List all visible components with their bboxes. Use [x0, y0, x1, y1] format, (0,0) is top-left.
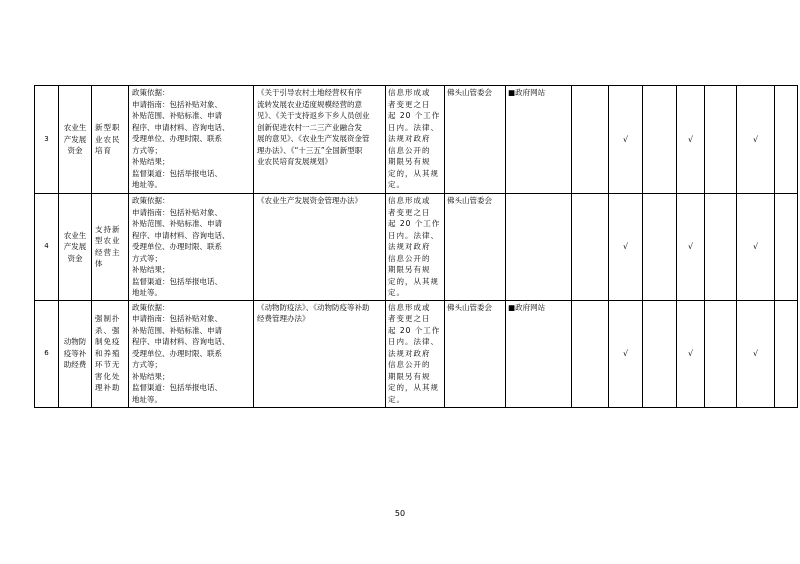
content-cell-line: 程序、申请材料、咨询电话、	[132, 122, 230, 132]
basis-cell	[254, 194, 386, 301]
check-cell: √	[609, 86, 643, 194]
check-cell	[643, 300, 677, 407]
content-cell-line: 地址等。	[132, 180, 162, 189]
check-cell: √	[677, 86, 705, 194]
basis-cell-line: 业农民培育发展规划》	[257, 157, 332, 166]
check-cell: √	[737, 300, 775, 407]
time-limit-cell	[386, 300, 445, 407]
content-cell-line: 政策依据：	[132, 88, 170, 97]
check-cell	[705, 194, 737, 301]
content-cell-line: 申请指南：包括补贴对象、	[132, 99, 222, 109]
check-cell	[705, 300, 737, 407]
policy-disclosure-table	[34, 85, 798, 408]
item-cell: 新型职业农民培育	[92, 86, 129, 194]
time-limit-cell-line: 信息形成或	[388, 302, 431, 312]
time-limit-cell-line: 者变更之日	[388, 314, 431, 323]
check-cell	[572, 300, 609, 407]
check-cell	[643, 194, 677, 301]
time-limit-cell-line: 起 20 个工作	[388, 219, 441, 228]
time-limit-cell-line: 起 20 个工作	[388, 111, 441, 120]
content-cell-line: 受理单位、办理时限、联系	[132, 134, 222, 143]
content-cell-line: 补贴范围、补贴标准、申请	[132, 325, 222, 335]
time-limit-cell-line: 法规对政府	[388, 348, 431, 358]
check-cell	[775, 194, 798, 301]
row-number: 6	[35, 300, 59, 407]
content-cell-line: 申请指南：包括补贴对象、	[132, 207, 222, 217]
check-cell	[572, 194, 609, 301]
time-limit-cell-line: 法规对政府	[388, 134, 431, 143]
basis-cell-line: 展的意见》、《农业生产发展资金管	[257, 134, 370, 143]
content-cell-line: 方式等；	[132, 145, 162, 155]
time-limit-cell-line: 起 20 个工作	[388, 325, 441, 335]
time-limit-cell	[386, 86, 445, 194]
basis-cell-line: 流转发展农业适度规模经营的意	[257, 99, 362, 109]
content-cell-line: 补贴结果；	[132, 265, 170, 274]
content-cell-line: 补贴范围、补贴标准、申请	[132, 111, 222, 120]
basis-cell-line: 《动物防疫法》、《动物防疫等补助	[257, 302, 370, 312]
basis-cell-line: 见》、《关于支持返乡下乡人员创业	[257, 111, 370, 120]
basis-cell-line: 《农业生产发展资金管理办法》	[257, 196, 362, 205]
time-limit-cell-line: 信息形成或	[388, 196, 431, 205]
row-number: 4	[35, 194, 59, 301]
content-cell-line: 补贴结果；	[132, 157, 170, 166]
content-cell	[129, 86, 254, 194]
content-cell-line: 监督渠道：包括举报电话、	[132, 168, 222, 178]
content-cell-line: 受理单位、办理时限、联系	[132, 348, 222, 358]
time-limit-cell-line: 定的，从其规	[388, 168, 439, 178]
time-limit-cell-line: 定的，从其规	[388, 276, 439, 286]
check-cell: √	[677, 194, 705, 301]
item-cell: 支持新型农业经营主体	[92, 194, 129, 301]
content-cell-line: 受理单位、办理时限、联系	[132, 242, 222, 251]
content-cell-line: 补贴结果；	[132, 371, 170, 381]
content-cell-line: 政策依据：	[132, 302, 170, 312]
table-row	[35, 300, 798, 407]
content-cell-line: 补贴范围、补贴标准、申请	[132, 219, 222, 228]
table-row	[35, 86, 798, 194]
time-limit-cell-line: 日内。法律、	[388, 337, 439, 346]
time-limit-cell-line: 日内。法律、	[388, 122, 439, 132]
check-cell	[572, 86, 609, 194]
time-limit-cell-line: 日内。法律、	[388, 230, 439, 240]
time-limit-cell-line: 期限另有规	[388, 265, 431, 274]
category-cell: 农业生产发展资金	[59, 194, 92, 301]
time-limit-cell-line: 者变更之日	[388, 207, 431, 217]
basis-cell	[254, 86, 386, 194]
page-number: 50	[394, 509, 406, 518]
subject-cell: 佛头山管委会	[445, 300, 506, 407]
content-cell	[129, 194, 254, 301]
content-cell-line: 程序、申请材料、咨询电话、	[132, 230, 230, 240]
time-limit-cell-line: 期限另有规	[388, 371, 431, 381]
check-cell	[775, 300, 798, 407]
basis-cell-line: 《关于引导农村土地经营权有序	[257, 88, 362, 97]
category-cell: 动物防疫等补助经费	[59, 300, 92, 407]
check-cell: √	[737, 86, 775, 194]
channel-cell: ■政府网站	[506, 300, 572, 407]
content-cell-line: 方式等；	[132, 360, 162, 369]
basis-cell-line: 经费管理办法》	[257, 314, 310, 323]
time-limit-cell-line: 信息公开的	[388, 145, 431, 155]
time-limit-cell	[386, 194, 445, 301]
subject-cell: 佛头山管委会	[445, 194, 506, 301]
channel-cell	[506, 194, 572, 301]
time-limit-cell-line: 信息形成或	[388, 88, 431, 97]
row-number: 3	[35, 86, 59, 194]
basis-cell-line: 理办法》、《“十三五”全国新型职	[257, 145, 363, 155]
item-cell: 强制扑杀、强制免疫和养殖环节无害化处理补助	[92, 300, 129, 407]
time-limit-cell-line: 定。	[388, 394, 405, 404]
channel-cell: ■政府网站	[506, 86, 572, 194]
time-limit-cell-line: 定的，从其规	[388, 383, 439, 392]
basis-cell	[254, 300, 386, 407]
content-cell-line: 监督渠道：包括举报电话、	[132, 383, 222, 392]
content-cell-line: 地址等。	[132, 288, 162, 297]
category-cell: 农业生产发展资金	[59, 86, 92, 194]
content-cell-line: 程序、申请材料、咨询电话、	[132, 337, 230, 346]
content-cell-line: 地址等。	[132, 394, 162, 404]
check-cell	[705, 86, 737, 194]
time-limit-cell-line: 者变更之日	[388, 99, 431, 109]
time-limit-cell-line: 信息公开的	[388, 253, 431, 263]
check-cell: √	[737, 194, 775, 301]
time-limit-cell-line: 信息公开的	[388, 360, 431, 369]
time-limit-cell-line: 定。	[388, 180, 405, 189]
time-limit-cell-line: 期限另有规	[388, 157, 431, 166]
basis-cell-line: 创新促进农村一二三产业融合发	[257, 122, 362, 132]
time-limit-cell-line: 法规对政府	[388, 242, 431, 251]
check-cell: √	[677, 300, 705, 407]
content-cell-line: 方式等；	[132, 253, 162, 263]
check-cell: √	[609, 194, 643, 301]
content-cell-line: 申请指南：包括补贴对象、	[132, 314, 222, 323]
check-cell	[643, 86, 677, 194]
subject-cell: 佛头山管委会	[445, 86, 506, 194]
content-cell-line: 监督渠道：包括举报电话、	[132, 276, 222, 286]
content-cell	[129, 300, 254, 407]
table-row	[35, 194, 798, 301]
check-cell: √	[609, 300, 643, 407]
content-cell-line: 政策依据：	[132, 196, 170, 205]
time-limit-cell-line: 定。	[388, 288, 405, 297]
check-cell	[775, 86, 798, 194]
